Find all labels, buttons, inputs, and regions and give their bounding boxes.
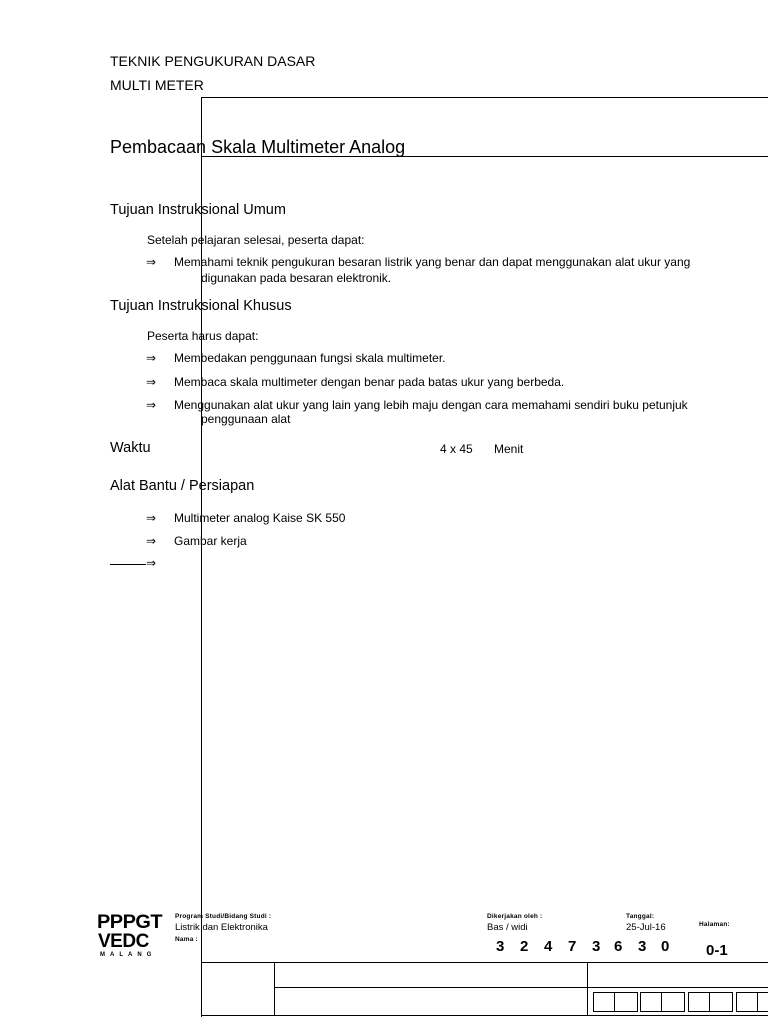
code-digit: 4 [544, 938, 553, 955]
alat-item-2-arrow-icon: ⇒ [146, 534, 157, 548]
code-digit: 6 [614, 938, 623, 955]
page-title: Pembacaan Skala Multimeter Analog [110, 137, 406, 157]
tiu-item-1-arrow-icon: ⇒ [146, 255, 157, 269]
header-course-title: TEKNIK PENGUKURAN DASAR [110, 53, 316, 69]
program-label: Program Studi/Bidang Studi : [175, 913, 272, 920]
code-box [757, 992, 768, 1012]
logo-vedc: VEDC [98, 931, 149, 952]
tik-item-3-arrow-icon: ⇒ [146, 398, 157, 412]
code-digit: 7 [568, 938, 577, 955]
code-digit: 3 [496, 938, 505, 955]
dikerjakan-value: Bas / widi [487, 922, 528, 933]
tiu-intro: Setelah pelajaran selesai, peserta dapat: [147, 233, 365, 247]
footer-grid-divider-2 [587, 962, 588, 1015]
alat-heading: Alat Bantu / Persiapan [110, 478, 255, 494]
footer-grid-divider-1 [274, 962, 275, 1015]
header-subject: MULTI METER [110, 77, 204, 93]
tik-intro: Peserta harus dapat: [147, 329, 259, 343]
program-value: Listrik dan Elektronika [175, 922, 268, 933]
logo-pppgt: PPPGT [97, 912, 163, 933]
dikerjakan-label: Dikerjakan oleh : [487, 913, 543, 920]
frame-top-line [201, 97, 768, 98]
code-box [736, 992, 758, 1012]
footer-grid-bottom-line [201, 1015, 768, 1016]
tiu-item-1-line-1: Memahami teknik pengukuran besaran listrik yang benar dan dapat menggunakan alat ukur yang [174, 255, 691, 269]
nama-label: Nama : [175, 936, 198, 943]
tiu-heading: Tujuan Instruksional Umum [110, 202, 286, 218]
tanggal-value: 25-Jul-16 [626, 922, 666, 933]
footer-grid-mid-line [274, 987, 768, 988]
alat-item-2: Gambar kerja [174, 534, 247, 548]
code-digit: 3 [592, 938, 601, 955]
footer-grid-top-line [201, 962, 768, 963]
code-digit: 0 [661, 938, 670, 955]
halaman-value: 0-1 [706, 942, 728, 959]
tik-item-2-arrow-icon: ⇒ [146, 375, 157, 389]
code-box [614, 992, 638, 1012]
tik-item-3-line-2: penggunaan alat [201, 412, 291, 426]
code-box [709, 992, 733, 1012]
logo-malang: MALANG [100, 952, 157, 958]
extra-bullet-arrow-icon: ⇒ [146, 556, 157, 570]
tik-heading: Tujuan Instruksional Khusus [110, 298, 292, 314]
waktu-unit: Menit [494, 442, 524, 456]
tiu-item-1-line-2: digunakan pada besaran elektronik. [201, 271, 392, 285]
code-box [593, 992, 615, 1012]
tanggal-label: Tanggal: [626, 913, 655, 920]
code-digit: 2 [520, 938, 529, 955]
halaman-label: Halaman: [699, 921, 730, 928]
alat-item-1-arrow-icon: ⇒ [146, 511, 157, 525]
code-box [640, 992, 662, 1012]
waktu-value: 4 x 45 [440, 442, 473, 456]
tik-item-3-line-1: Menggunakan alat ukur yang lain yang lebih maju dengan cara memahami sendiri buku petunjuk [174, 398, 688, 412]
tik-item-1-arrow-icon: ⇒ [146, 351, 157, 365]
tik-item-2: Membaca skala multimeter dengan benar pada batas ukur yang berbeda. [174, 375, 565, 389]
waktu-label: Waktu [110, 440, 151, 456]
code-box [688, 992, 710, 1012]
alat-item-1: Multimeter analog Kaise SK 550 [174, 511, 346, 525]
extra-bullet-line [110, 564, 146, 565]
code-digit: 3 [638, 938, 647, 955]
tik-item-1: Membedakan penggunaan fungsi skala multimeter. [174, 351, 446, 365]
code-box [661, 992, 685, 1012]
